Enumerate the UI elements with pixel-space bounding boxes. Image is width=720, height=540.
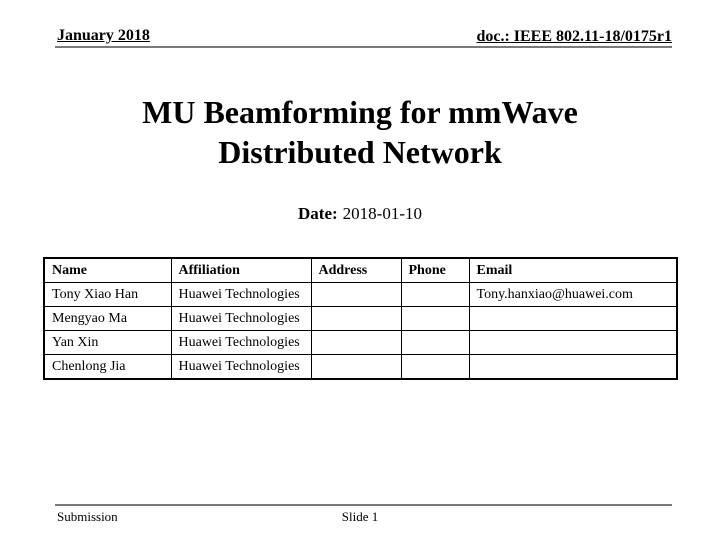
table-row xyxy=(44,283,677,307)
cell-email: Tony.hanxiao@huawei.com xyxy=(469,283,677,307)
column-header-address: Address xyxy=(311,258,401,283)
cell-name: Tony Xiao Han xyxy=(44,283,171,307)
header-rule xyxy=(55,46,672,48)
cell-phone xyxy=(401,283,469,307)
authors-table xyxy=(43,257,678,380)
cell-phone xyxy=(401,331,469,355)
column-header-name: Name xyxy=(44,258,171,283)
cell-name: Mengyao Ma xyxy=(44,307,171,331)
cell-affiliation: Huawei Technologies xyxy=(171,355,311,380)
cell-email xyxy=(469,355,677,380)
column-header-phone: Phone xyxy=(401,258,469,283)
table-row xyxy=(44,307,677,331)
header-date: January 2018 xyxy=(57,27,150,44)
footer-submission-label: Submission xyxy=(57,509,118,524)
cell-phone xyxy=(401,307,469,331)
header-doc-number: doc.: IEEE 802.11-18/0175r1 xyxy=(476,28,672,45)
table-header-row xyxy=(44,258,677,283)
date-label: Date: xyxy=(298,204,338,223)
footer-slide-number: Slide 1 xyxy=(341,509,379,524)
cell-affiliation: Huawei Technologies xyxy=(171,331,311,355)
slide-title-line-1: MU Beamforming for mmWave xyxy=(142,94,578,130)
table-row xyxy=(44,331,677,355)
cell-address xyxy=(311,355,401,380)
date-line xyxy=(0,204,720,224)
cell-address xyxy=(311,283,401,307)
date-value: 2018-01-10 xyxy=(342,204,422,223)
cell-phone xyxy=(401,355,469,380)
slide-title xyxy=(0,92,720,172)
table-row xyxy=(44,355,677,380)
column-header-affiliation: Affiliation xyxy=(171,258,311,283)
slide-title-line-2: Distributed Network xyxy=(218,134,502,170)
cell-name: Yan Xin xyxy=(44,331,171,355)
cell-affiliation: Huawei Technologies xyxy=(171,283,311,307)
cell-email xyxy=(469,331,677,355)
cell-email xyxy=(469,307,677,331)
cell-name: Chenlong Jia xyxy=(44,355,171,380)
cell-affiliation: Huawei Technologies xyxy=(171,307,311,331)
cell-address xyxy=(311,331,401,355)
cell-address xyxy=(311,307,401,331)
column-header-email: Email xyxy=(469,258,677,283)
footer-rule xyxy=(55,504,672,506)
